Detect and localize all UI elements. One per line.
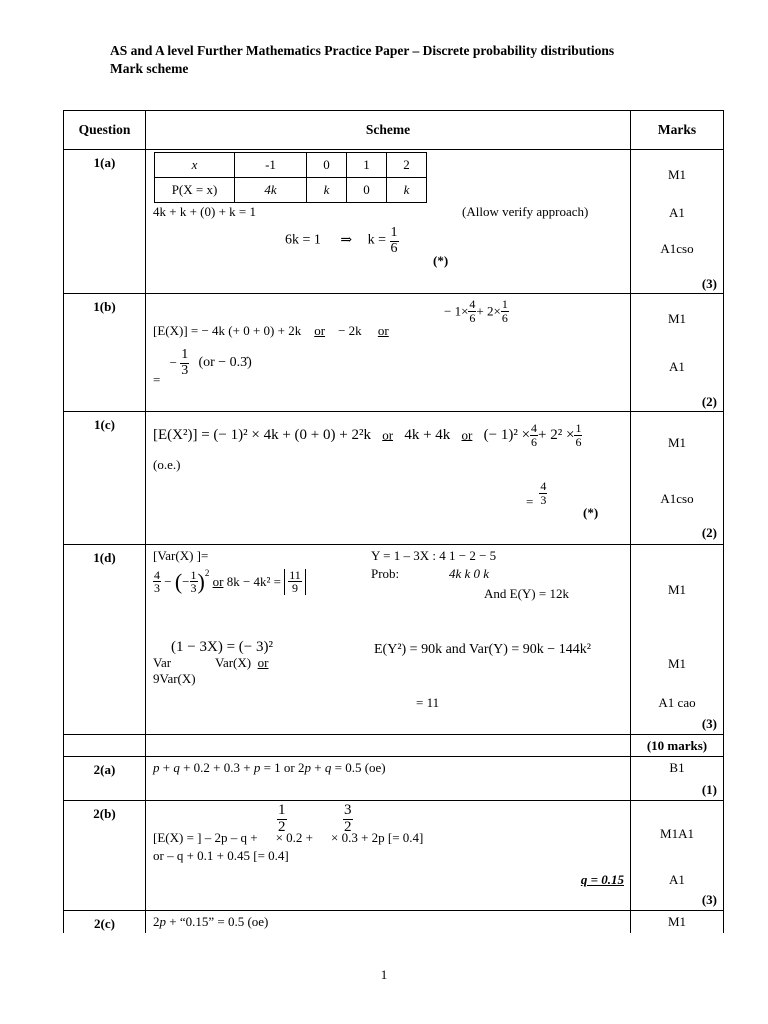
paper-subtitle: Mark scheme <box>110 61 189 77</box>
mark: M1 <box>667 656 687 671</box>
scheme-line: 2p + “0.15” = 0.5 (oe) <box>153 914 269 929</box>
column-header-scheme: Scheme <box>146 111 631 150</box>
mark: M1 <box>667 582 687 597</box>
marks-total: (3) <box>701 892 717 907</box>
scheme-answer: = $\frac{4}{3}$ <box>526 479 547 510</box>
question-label: 2(a) <box>64 757 146 801</box>
question-label: 2(b) <box>64 801 146 911</box>
fraction-half: $\frac{1}{2}$ <box>278 802 286 835</box>
question-label: 1(c) <box>64 412 146 545</box>
equation-left: 6k = 1 <box>285 232 321 248</box>
document-heading <box>110 42 614 78</box>
prob-values: 4k k 0 k <box>449 566 490 581</box>
mark: A1 cao <box>658 695 696 710</box>
table-row <box>64 294 724 412</box>
dist-p-value: 4k <box>264 182 277 198</box>
prob-label: Prob: <box>371 566 400 581</box>
dist-p-value: k <box>403 182 410 198</box>
final-answer: = 11 <box>416 695 440 710</box>
marks-cell <box>631 801 724 911</box>
given-answer-star: (*) <box>433 253 449 268</box>
marks-cell <box>631 757 724 801</box>
table-row <box>64 545 724 735</box>
marks-total: (1) <box>701 782 717 797</box>
marks-cell <box>631 412 724 545</box>
table-row <box>64 150 724 294</box>
question-label: 1(a) <box>64 150 146 294</box>
scheme-note: (Allow verify approach) <box>462 204 589 219</box>
mark: A1 <box>669 205 685 220</box>
marks-cell <box>631 294 724 412</box>
scheme-note: (o.e.) <box>153 457 181 472</box>
dist-x-value: 0 <box>307 153 347 178</box>
scheme-equation <box>285 226 399 256</box>
marks-total: (2) <box>701 394 717 409</box>
dist-x-value: 1 <box>347 153 387 178</box>
question-label: 1(b) <box>64 294 146 412</box>
scheme-answer: q = 0.15 <box>580 872 624 887</box>
fraction: $\frac{1}{3}$ <box>181 347 189 378</box>
mark: A1 <box>669 872 685 887</box>
table-row <box>64 911 724 933</box>
implies-arrow: ⇒ <box>340 232 353 248</box>
alternative-expression: − 1× $\frac{4}{6}$ + 2× $\frac{1}{6}$ <box>444 297 508 325</box>
mark: A1cso <box>660 241 694 256</box>
scheme-line: 9Var(X) <box>153 671 196 686</box>
marks-total: (3) <box>701 276 717 291</box>
variance-transform: Var(1 − 3X) = (− 3)²Var(X) or <box>153 639 273 670</box>
fraction: $\frac{1}{6}$ <box>390 225 398 256</box>
page-number: 1 <box>380 967 388 982</box>
given-answer-star: (*) <box>583 505 599 520</box>
dist-x-value: 2 <box>387 153 427 178</box>
dist-p-value: k <box>323 182 330 198</box>
dist-x-value: -1 <box>235 153 307 178</box>
scheme-cell <box>146 412 631 545</box>
equation-right: k = <box>367 232 387 248</box>
question-label: 2(c) <box>64 911 146 933</box>
table-row <box>64 735 724 757</box>
question-label: 1(d) <box>64 545 146 735</box>
table-row <box>64 412 724 545</box>
table-row <box>64 757 724 801</box>
mark-scheme-table <box>63 110 724 933</box>
scheme-cell <box>146 757 631 801</box>
marks-total: (3) <box>701 716 717 731</box>
scheme-line: or – q + 0.1 + 0.45 [= 0.4] <box>153 848 289 863</box>
scheme-expression: [E(X²)] = (− 1)² × 4k + (0 + 0) + 2²k or 4k + 4k or (− 1)² × $\frac{4}{6}$ + 2² × $\frac{1}{6}$ <box>153 421 582 449</box>
marks-cell <box>631 150 724 294</box>
dist-p-value: 0 <box>347 178 387 203</box>
variance-y-line: E(Y²) = 90k and Var(Y) = 90k − 144k² <box>374 642 591 657</box>
variance-expression: $\frac{4}{3}$ − (− $\frac{1}{3}$ )$^2$ or 8k − 4k² = $\frac{11}{9}$ <box>153 567 306 597</box>
paper-title: AS and A level Further Mathematics Practice Paper – Discrete probability distributions <box>110 43 615 58</box>
scheme-cell <box>146 801 631 911</box>
scheme-line: [E(X) = ] – 2p – q + × 0.2 + × 0.3 + 2p [= 0.4] <box>153 830 424 845</box>
mark: A1 <box>669 359 685 374</box>
scheme-cell <box>146 150 631 294</box>
table-row <box>64 801 724 911</box>
y-transformation: Y = 1 – 3X : 4 1 − 2 − 5 <box>371 548 497 563</box>
mark: A1cso <box>660 491 694 506</box>
dist-p-label: P(X = x) <box>155 178 235 203</box>
column-header-marks: Marks <box>631 111 724 150</box>
scheme-line: p + q + 0.2 + 0.3 + p = 1 or 2p + q = 0.5 (oe) <box>153 760 386 775</box>
scheme-line: [Var(X) ]= <box>153 548 209 563</box>
fraction-three-halves: $\frac{3}{2}$ <box>344 802 352 835</box>
marks-cell <box>631 911 724 933</box>
mark: B1 <box>669 760 685 775</box>
mark: M1 <box>667 167 687 182</box>
distribution-table <box>154 152 427 203</box>
marks-cell <box>631 545 724 735</box>
subtotal-marks: (10 marks) <box>631 735 724 757</box>
mark: M1 <box>667 914 687 929</box>
mark: M1 <box>667 311 687 326</box>
scheme-line: [E(X)] = − 4k (+ 0 + 0) + 2k or − 2k or <box>153 323 389 338</box>
scheme-cell <box>146 294 631 412</box>
column-header-question: Question <box>64 111 146 150</box>
scheme-cell <box>146 545 631 735</box>
scheme-cell <box>146 911 631 933</box>
mark: M1A1 <box>660 826 694 841</box>
scheme-line: 4k + k + (0) + k = 1 <box>153 204 256 219</box>
scheme-answer: = − $\frac{1}{3}$ (or − 0.3̇) <box>153 347 252 388</box>
expectation-line: And E(Y) = 12k <box>484 586 569 601</box>
mark: M1 <box>667 435 687 450</box>
marks-total: (2) <box>701 525 717 540</box>
dist-x-label: x <box>191 157 198 173</box>
